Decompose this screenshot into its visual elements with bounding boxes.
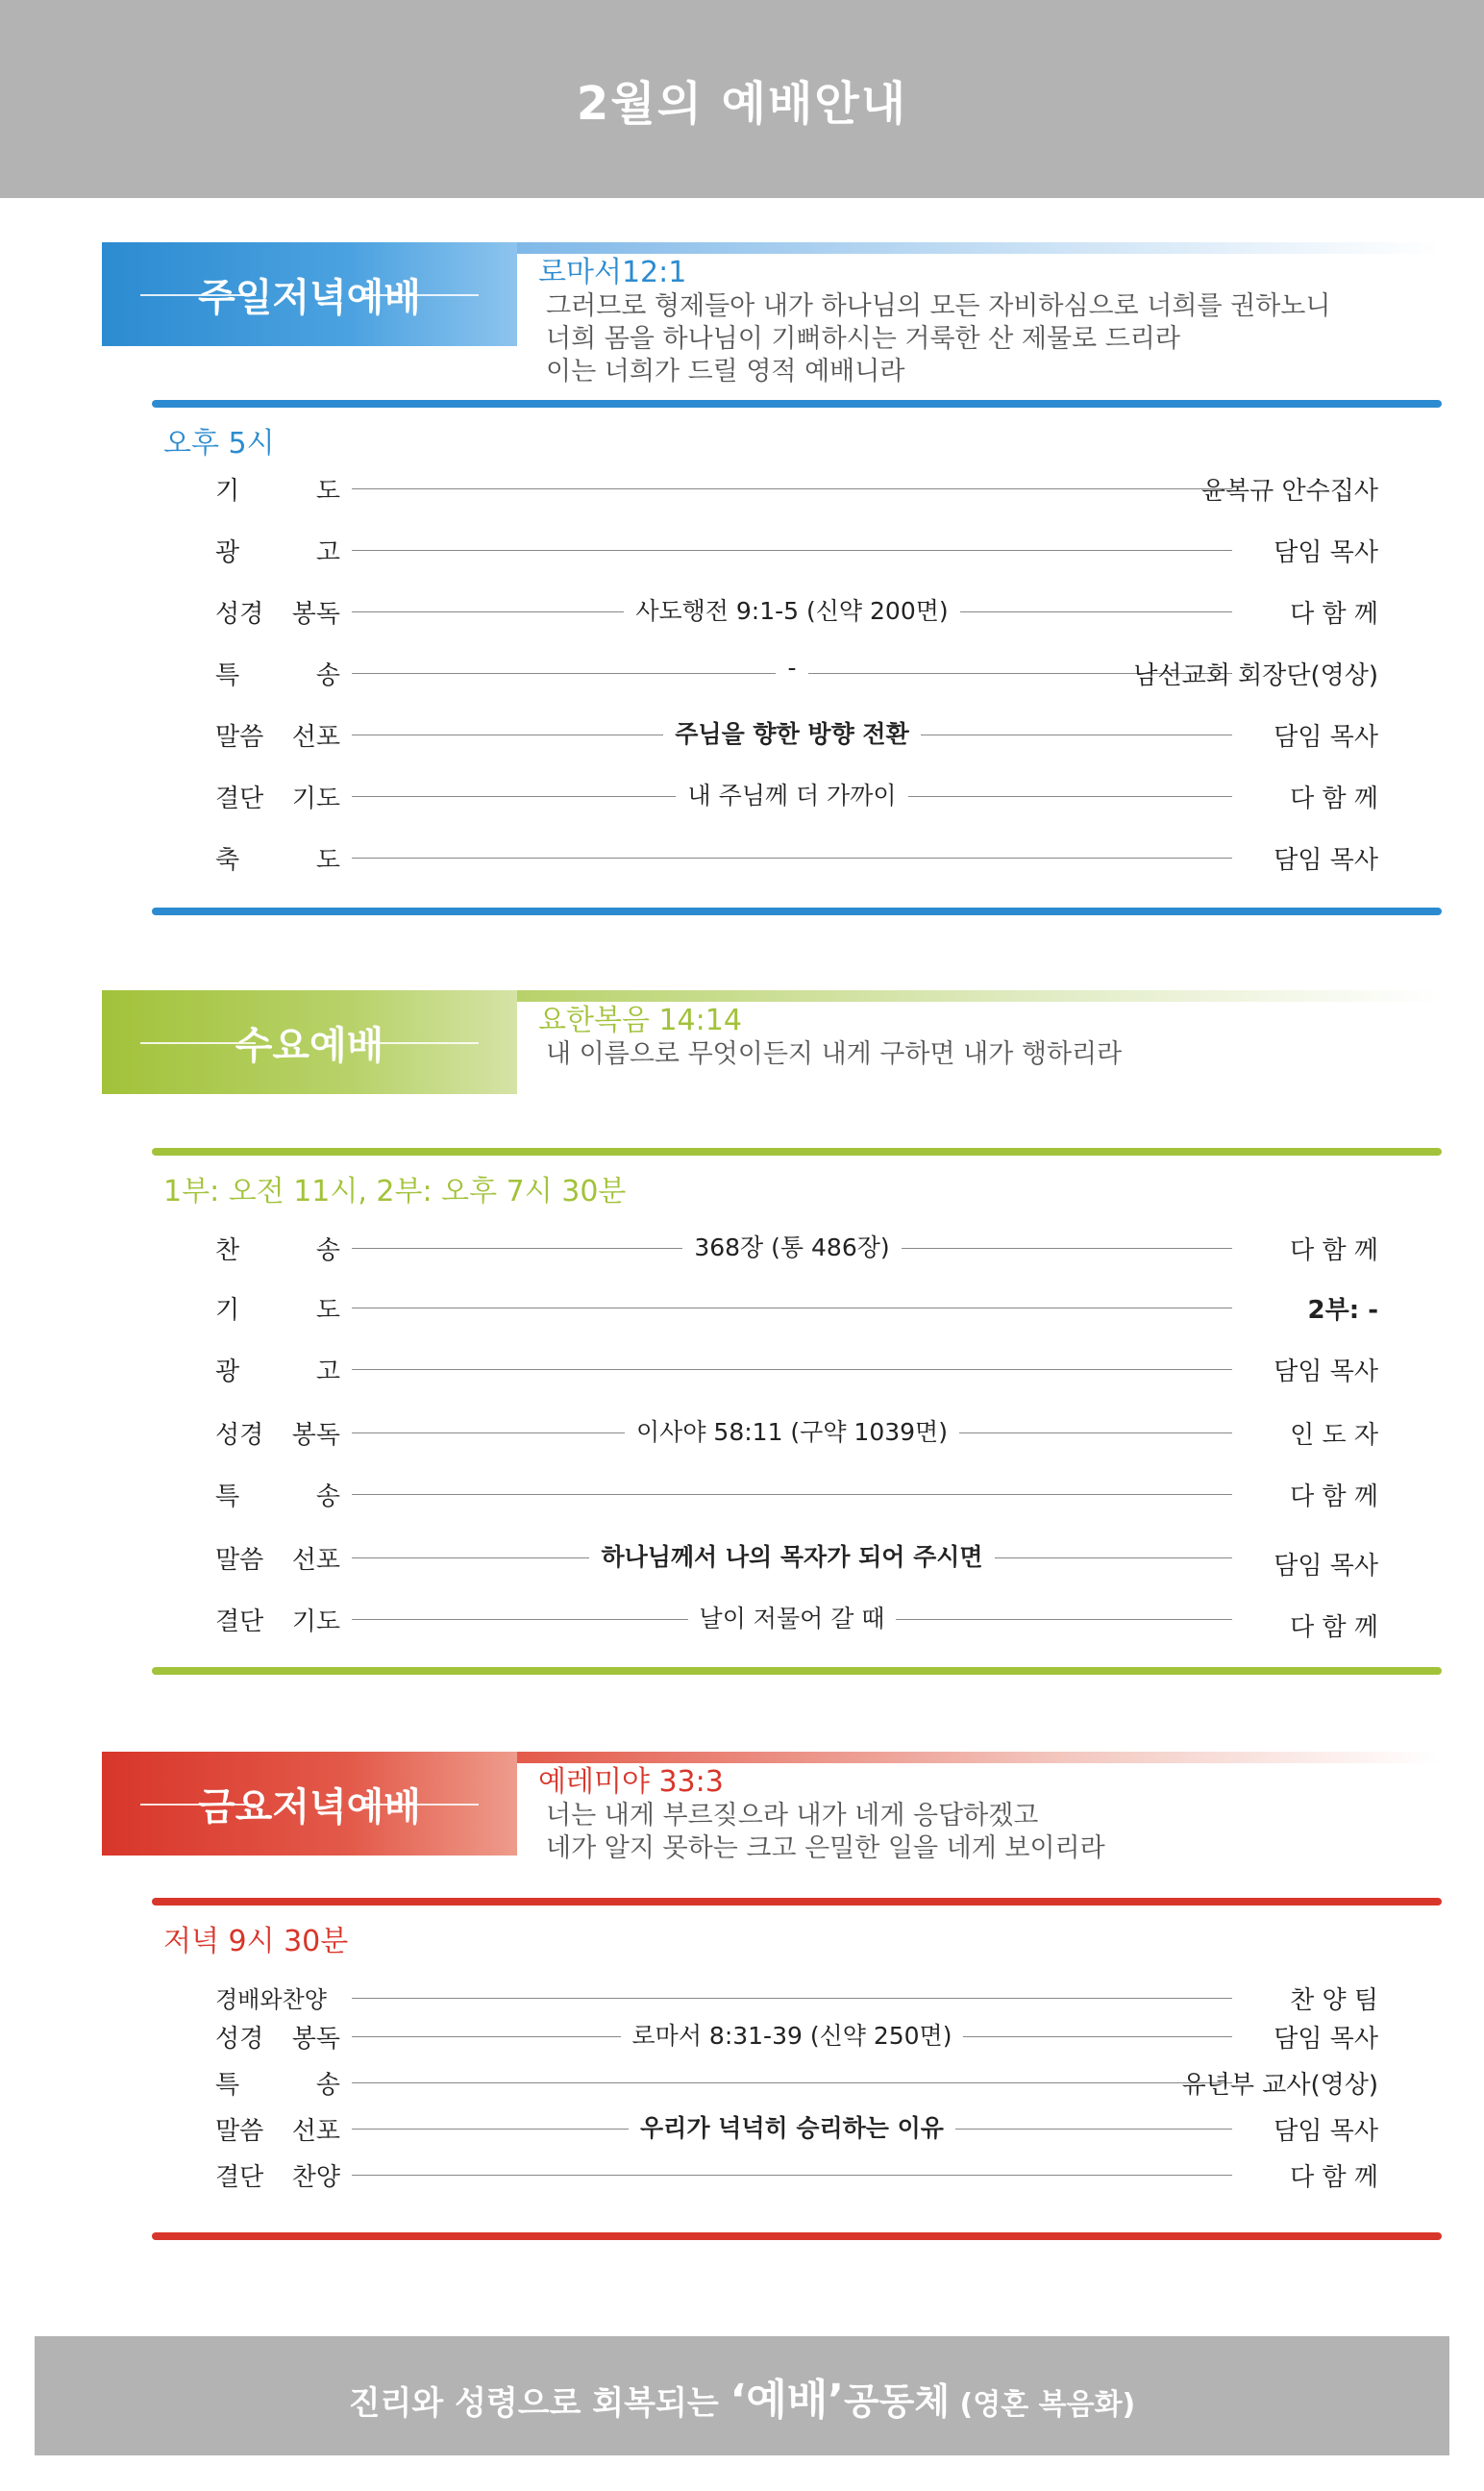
leader-line xyxy=(352,1998,1232,1999)
list-item xyxy=(152,1413,1442,1452)
list-item xyxy=(152,654,1442,692)
item-leader: 담임 목사 xyxy=(1274,1358,1378,1386)
verse-reference: 요한복음 14:14 xyxy=(538,1004,742,1037)
list-item xyxy=(152,715,1442,754)
item-label: 광 고 xyxy=(215,1358,340,1386)
list-item xyxy=(152,777,1442,815)
item-label: 결단 찬양 xyxy=(215,2163,340,2192)
item-label: 성경 봉독 xyxy=(215,2025,340,2054)
list-item xyxy=(152,2063,1442,2102)
service-time: 오후 5시 xyxy=(163,427,275,461)
item-content: 사도행전 9:1-5 (신약 200면) xyxy=(352,592,1232,627)
item-label: 말씀 선포 xyxy=(215,1546,340,1575)
service-tag xyxy=(102,990,517,1094)
service-tag xyxy=(102,1752,517,1856)
list-item xyxy=(152,1288,1442,1327)
item-label: 특 송 xyxy=(215,2071,340,2100)
verse-line: 너는 내게 부르짖으라 내가 네게 응답하겠고 xyxy=(546,1801,1039,1831)
leader-line xyxy=(352,2082,1232,2083)
item-leader: 다 함 께 xyxy=(1290,785,1378,813)
gradient-strip xyxy=(517,1752,1440,1763)
item-leader: 찬 양 팀 xyxy=(1290,1986,1378,2015)
list-item xyxy=(152,531,1442,569)
item-label: 결단 기도 xyxy=(215,785,340,813)
item-leader: 다 함 께 xyxy=(1290,2163,1378,2192)
sermon-title: 하나님께서 나의 목자가 되어 주시면 xyxy=(352,1538,1232,1573)
leader-line xyxy=(352,2175,1232,2176)
item-content: - xyxy=(352,654,1232,682)
item-label: 성경 봉독 xyxy=(215,1421,340,1450)
order-of-service xyxy=(152,400,1442,915)
item-leader: 유년부 교사(영상) xyxy=(1181,2071,1378,2100)
verse-line: 그러므로 형제들아 내가 하나님의 모든 자비하심으로 너희를 권하노니 xyxy=(546,291,1331,321)
sunday-evening-service xyxy=(0,242,1484,915)
list-item xyxy=(152,1600,1442,1642)
header-banner xyxy=(0,0,1484,198)
card-bottom-bar xyxy=(152,2232,1442,2240)
item-leader: 다 함 께 xyxy=(1290,1482,1378,1511)
list-item xyxy=(152,2017,1442,2055)
list-item xyxy=(152,2155,1442,2194)
gradient-strip xyxy=(517,990,1440,1002)
list-item xyxy=(152,1979,1442,2017)
scripture-verse xyxy=(538,1004,1442,1071)
order-of-service xyxy=(152,1148,1442,1706)
verse-reference: 예레미야 33:3 xyxy=(538,1765,724,1799)
item-leader: 다 함 께 xyxy=(1290,1236,1378,1265)
list-item xyxy=(152,838,1442,877)
footer-banner xyxy=(35,2336,1449,2455)
leader-line xyxy=(352,858,1232,859)
item-label: 말씀 선포 xyxy=(215,2117,340,2146)
sermon-title: 우리가 넉넉히 승리하는 이유 xyxy=(352,2109,1232,2144)
verse-line: 이는 너희가 드릴 영적 예배니라 xyxy=(546,357,905,386)
item-content: 날이 저물어 갈 때 xyxy=(352,1600,1232,1634)
item-leader: 인 도 자 xyxy=(1290,1421,1378,1450)
friday-evening-service xyxy=(0,1752,1484,2252)
item-label: 특 송 xyxy=(215,661,340,690)
card-top-bar xyxy=(152,400,1442,408)
leader-line xyxy=(352,488,1232,489)
item-leader: 2부: - xyxy=(1307,1296,1378,1325)
card-bottom-bar xyxy=(152,1667,1442,1675)
verse-line: 너희 몸을 하나님이 기뻐하시는 거룩한 산 제물로 드리라 xyxy=(546,324,1180,354)
service-name: 주일저녁예배 xyxy=(198,275,421,320)
card-top-bar xyxy=(152,1148,1442,1156)
item-leader: 담임 목사 xyxy=(1274,723,1378,752)
gradient-strip xyxy=(517,242,1440,254)
item-label: 축 도 xyxy=(215,846,340,875)
item-leader: 담임 목사 xyxy=(1274,1552,1378,1581)
item-label: 특 송 xyxy=(215,1482,340,1511)
scripture-verse xyxy=(538,256,1442,388)
wednesday-service xyxy=(0,990,1484,1682)
service-name: 금요저녁예배 xyxy=(198,1784,421,1830)
service-tag xyxy=(102,242,517,346)
item-leader: 윤복규 안수집사 xyxy=(1200,477,1378,506)
item-label: 경배와찬양 xyxy=(215,1986,327,2013)
item-leader: 담임 목사 xyxy=(1274,2117,1378,2146)
item-content: 내 주님께 더 가까이 xyxy=(352,777,1232,811)
item-label: 찬 송 xyxy=(215,1236,340,1265)
leader-line xyxy=(352,1369,1232,1370)
item-label: 기 도 xyxy=(215,1296,340,1325)
list-item xyxy=(152,469,1442,508)
list-item xyxy=(152,2109,1442,2148)
service-name: 수요예배 xyxy=(235,1023,384,1068)
service-time: 저녁 9시 30분 xyxy=(163,1925,349,1958)
item-leader: 담임 목사 xyxy=(1274,846,1378,875)
card-bottom-bar xyxy=(152,908,1442,915)
list-item xyxy=(152,1475,1442,1513)
leader-line xyxy=(352,550,1232,551)
service-time: 1부: 오전 11시, 2부: 오후 7시 30분 xyxy=(163,1175,627,1208)
item-content: 368장 (통 486장) xyxy=(352,1229,1232,1263)
item-label: 광 고 xyxy=(215,538,340,567)
item-content: 이사야 58:11 (구약 1039면) xyxy=(352,1413,1232,1448)
scripture-verse xyxy=(538,1765,1442,1865)
page-title: 2월의 예배안내 xyxy=(576,76,908,131)
verse-line: 내 이름으로 무엇이든지 내게 구하면 내가 행하리라 xyxy=(546,1039,1123,1069)
item-leader: 다 함 께 xyxy=(1290,600,1378,629)
list-item xyxy=(152,592,1442,631)
item-leader: 담임 목사 xyxy=(1274,538,1378,567)
item-label: 말씀 선포 xyxy=(215,723,340,752)
item-label: 결단 기도 xyxy=(215,1607,340,1636)
verse-line: 네가 알지 못하는 크고 은밀한 일을 네게 보이리라 xyxy=(546,1833,1105,1863)
list-item xyxy=(152,1229,1442,1267)
item-leader: 남선교회 회장단(영상) xyxy=(1133,661,1378,690)
leader-line xyxy=(352,1494,1232,1495)
item-content: 로마서 8:31-39 (신약 250면) xyxy=(352,2017,1232,2052)
item-label: 성경 봉독 xyxy=(215,600,340,629)
item-leader: 담임 목사 xyxy=(1274,2025,1378,2054)
verse-reference: 로마서12:1 xyxy=(538,256,687,289)
list-item xyxy=(152,1350,1442,1388)
item-label: 기 도 xyxy=(215,477,340,506)
list-item xyxy=(152,1538,1442,1581)
item-leader: 다 함 께 xyxy=(1290,1613,1378,1642)
card-top-bar xyxy=(152,1898,1442,1906)
order-of-service xyxy=(152,1898,1442,2263)
sermon-title: 주님을 향한 방향 전환 xyxy=(352,715,1232,750)
church-motto: 진리와 성령으로 회복되는 ‘예배’공동체 (영혼 복음화) xyxy=(348,2376,1136,2425)
